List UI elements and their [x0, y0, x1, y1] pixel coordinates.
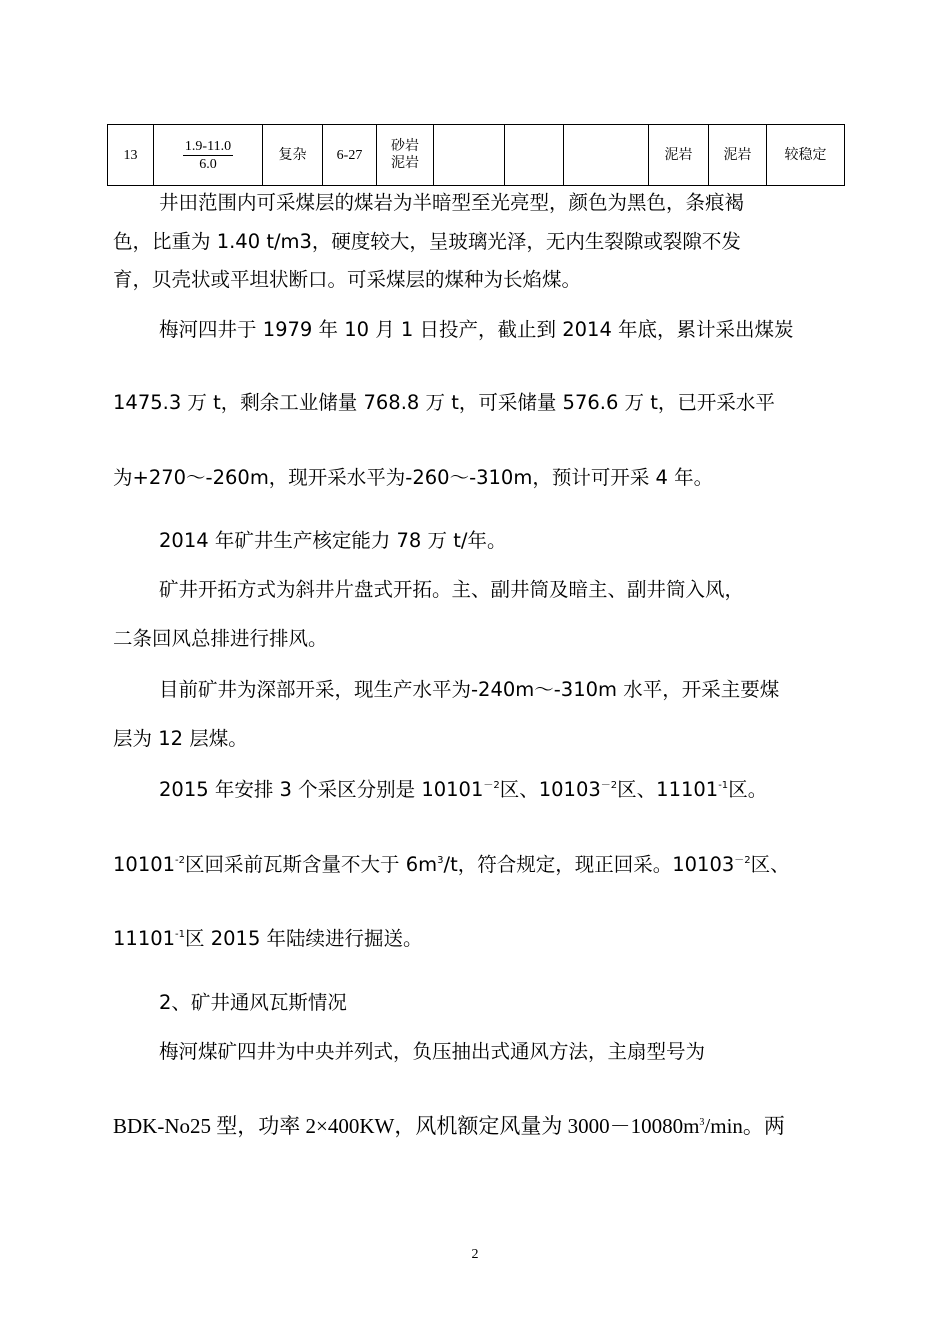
superscript: 3	[699, 1117, 705, 1128]
text-run: 2015 年安排 3 个采区分别是 10101	[159, 778, 484, 801]
paragraph-line	[113, 927, 843, 951]
text-run: 区、10103	[499, 778, 601, 801]
thickness-range: 1.9-11.0	[184, 138, 232, 154]
structure-cell: 复杂	[263, 125, 323, 186]
paragraph-line: 梅河煤矿四井为中央并列式，负压抽出式通风方法，主扇型号为	[159, 1040, 706, 1063]
paragraph-line: 为+270～-260m，现开采水平为-260～-310m，预计可开采 4 年。	[113, 466, 714, 489]
paragraph-line: 育，贝壳状或平坦状断口。可采煤层的煤种为长焰煤。	[113, 268, 582, 291]
text-run: 10101	[113, 853, 176, 876]
paragraph-line: 矿井开拓方式为斜井片盘式开拓。主、副井筒及暗主、副井筒入风，	[159, 578, 745, 601]
paragraph-line: 层为 12 层煤。	[113, 727, 248, 750]
seam-number-cell: 13	[108, 125, 154, 186]
superscript: －2	[600, 780, 618, 791]
spacing-cell: 6-27	[323, 125, 377, 186]
superscript: -1	[718, 780, 729, 791]
section-heading: 2、矿井通风瓦斯情况	[159, 991, 347, 1014]
paragraph-line: 二条回风总排进行排风。	[113, 627, 328, 650]
stability-cell: 较稳定	[767, 125, 845, 186]
text-run: 区。	[728, 778, 768, 801]
empty-cell	[564, 125, 649, 186]
floor-cell: 泥岩	[709, 125, 767, 186]
superscript: -1	[175, 929, 186, 940]
text-run: /min。两	[704, 1114, 785, 1138]
superscript: －2	[483, 780, 500, 791]
lithology-line-1: 砂岩	[391, 138, 419, 154]
text-run: 11101	[113, 927, 176, 950]
paragraph-line: 色，比重为 1.40 t/m3，硬度较大，呈玻璃光泽，无内生裂隙或裂隙不发	[113, 230, 741, 253]
roof-cell: 泥岩	[649, 125, 709, 186]
paragraph-line: 目前矿井为深部开采，现生产水平为-240m～-310m 水平，开采主要煤	[159, 678, 780, 701]
superscript: 3	[437, 855, 444, 866]
roof-lithology-cell	[377, 125, 434, 186]
thickness-average: 6.0	[199, 156, 217, 172]
page-number: 2	[471, 1247, 479, 1262]
paragraph-line	[113, 853, 843, 877]
paragraph-line: 1475.3 万 t，剩余工业储量 768.8 万 t，可采储量 576.6 万 t，已开采水平	[113, 391, 775, 414]
paragraph-line	[113, 1114, 843, 1138]
text-run: /t，符合规定，现正回采。10103	[443, 853, 735, 876]
paragraph-line	[159, 778, 889, 802]
table-row	[108, 125, 845, 186]
thickness-cell	[154, 125, 263, 186]
empty-cell	[505, 125, 564, 186]
paragraph-line: 梅河四井于 1979 年 10 月 1 日投产，截止到 2014 年底，累计采出煤炭	[159, 318, 794, 341]
superscript: -2	[175, 855, 186, 866]
paragraph-line: 2014 年矿井生产核定能力 78 万 t/年。	[159, 529, 507, 552]
text-run: 区回采前瓦斯含量不大于 6m	[185, 853, 438, 876]
text-run: 区 2015 年陆续进行掘送。	[185, 927, 423, 950]
paragraph-line: 井田范围内可采煤层的煤岩为半暗型至光亮型，颜色为黑色，条痕褐	[159, 191, 745, 214]
coal-seam-table	[107, 124, 845, 186]
superscript: －2	[734, 855, 751, 866]
text-run: BDK-No25 型，功率 2×400KW，风机额定风量为 3000－10080m	[113, 1114, 700, 1138]
empty-cell	[434, 125, 505, 186]
text-run: 区、	[750, 853, 790, 876]
text-run: 区、11101	[617, 778, 719, 801]
lithology-line-2: 泥岩	[391, 155, 419, 171]
